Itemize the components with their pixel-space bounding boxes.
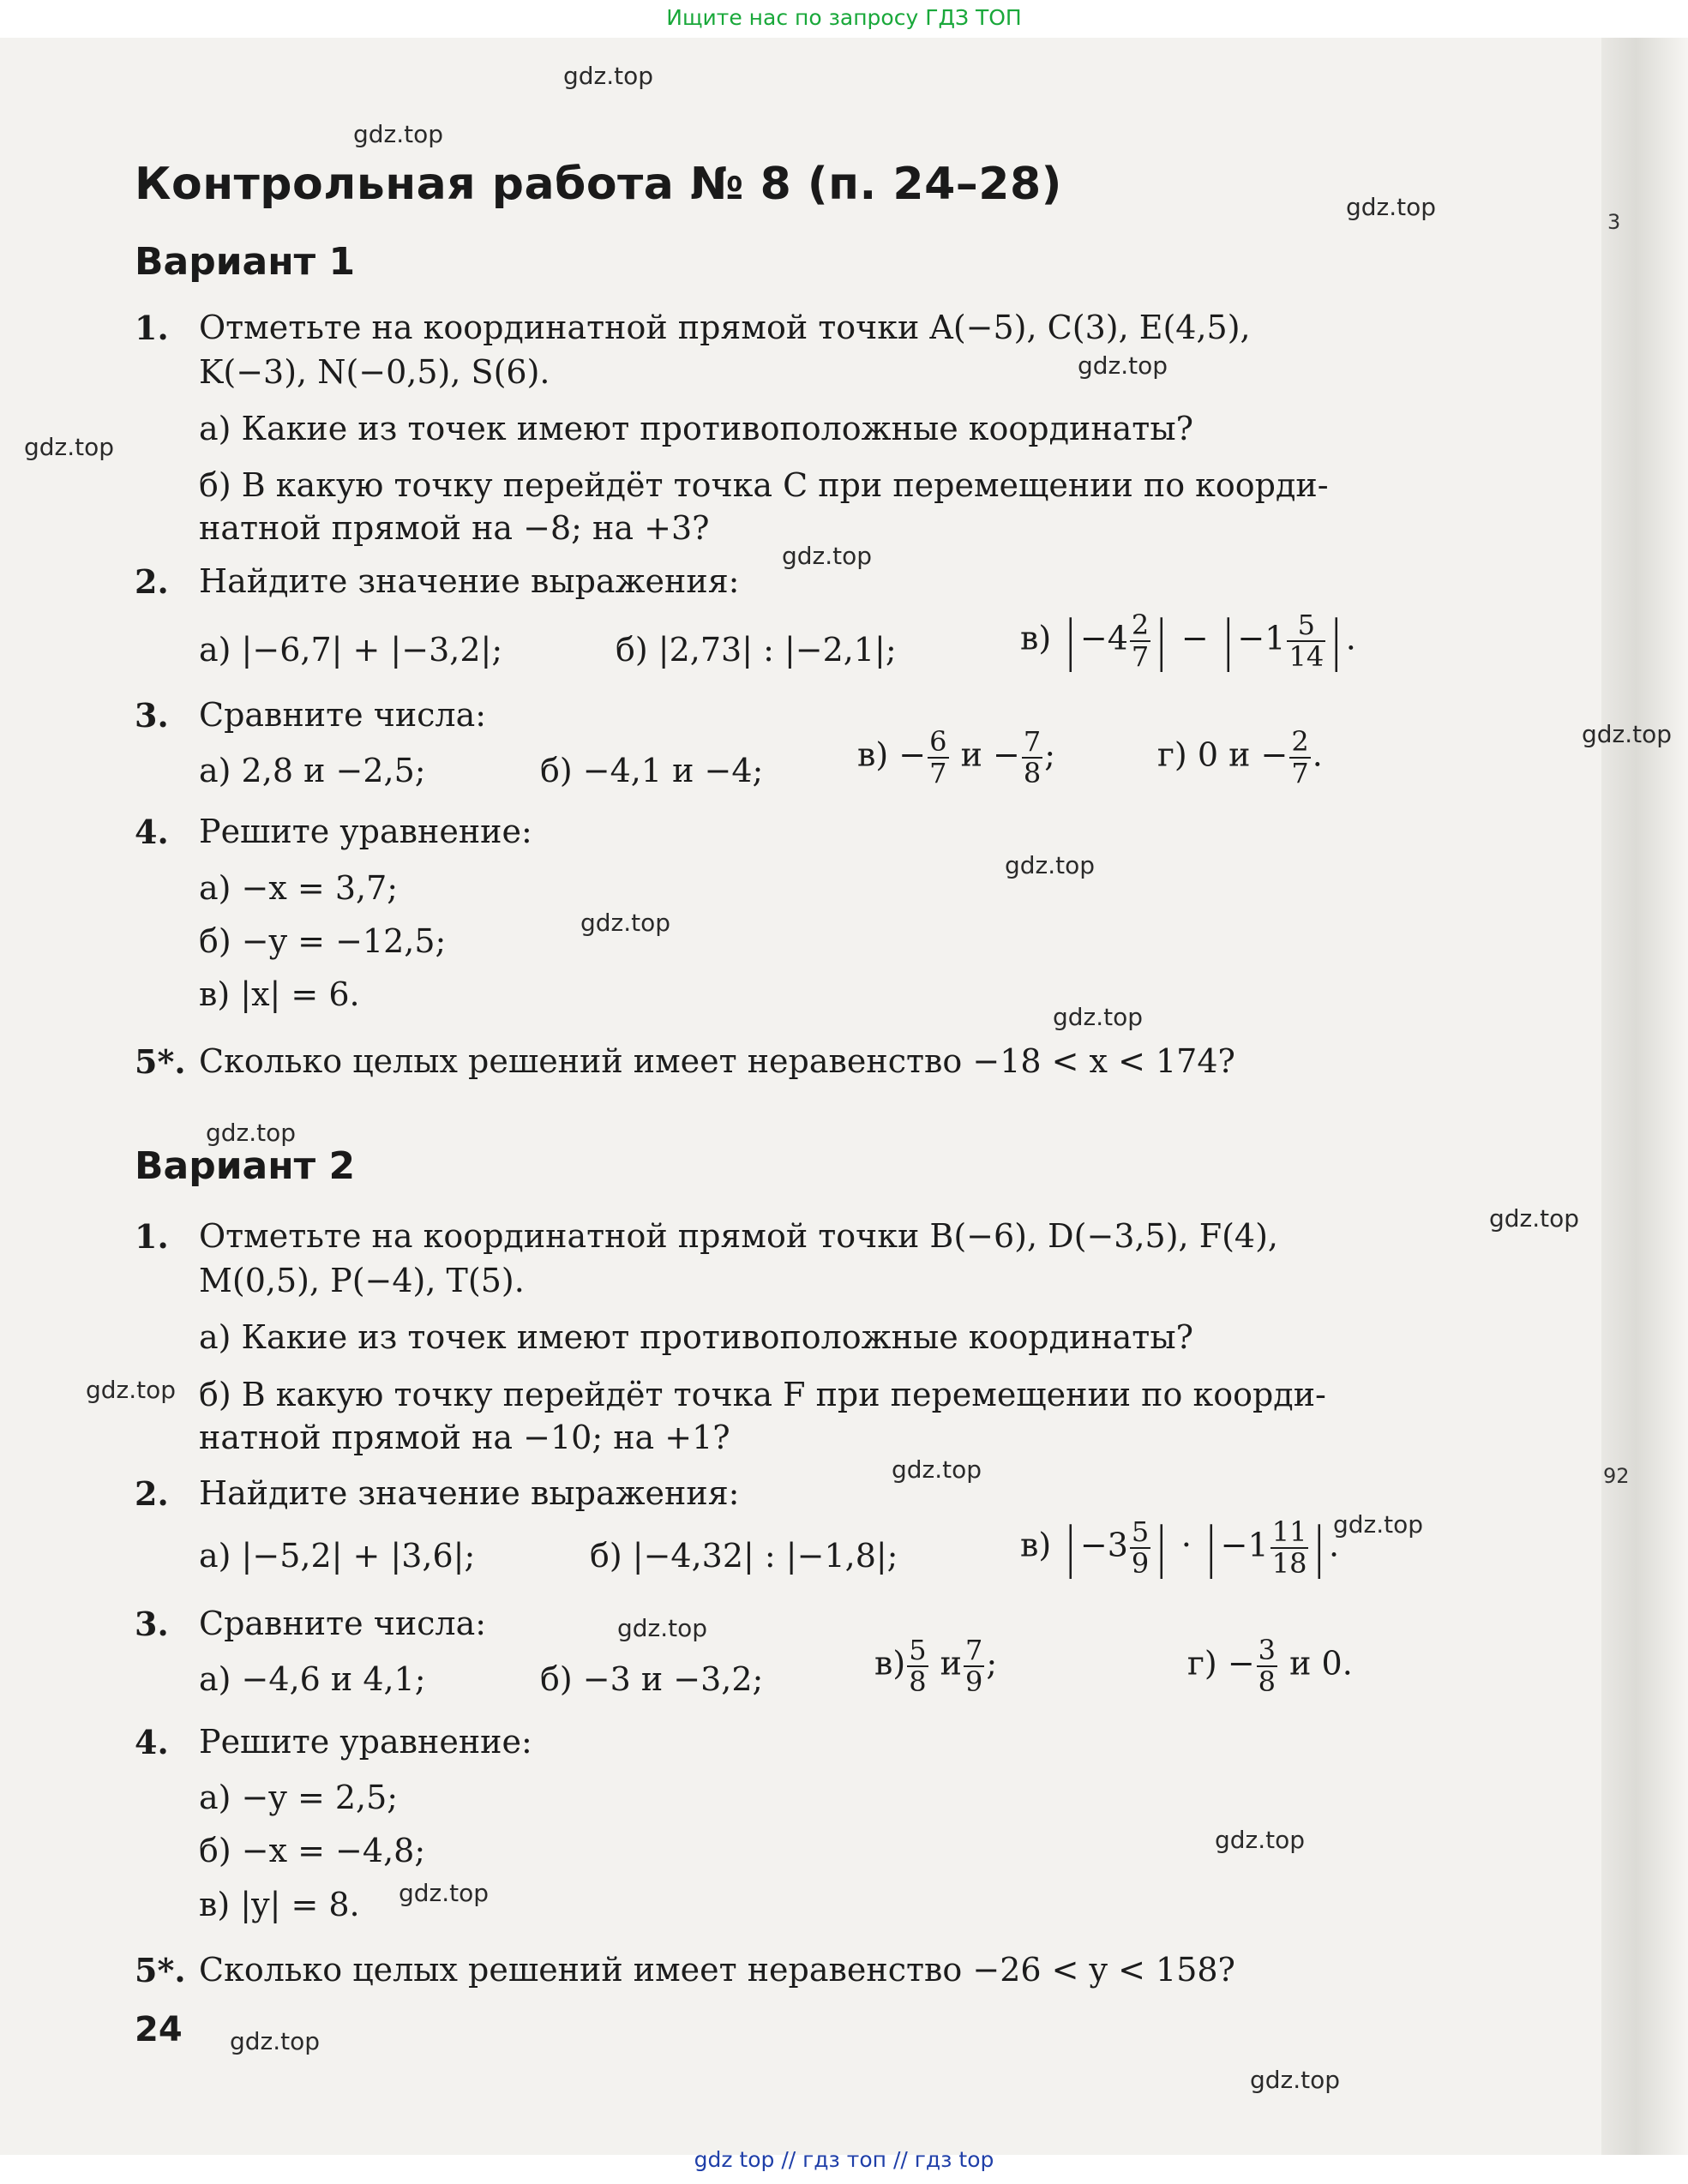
- fraction: $\frac{6}{7}$: [929, 725, 947, 790]
- task-4-b: б) −x = −4,8;: [199, 1832, 426, 1869]
- abs-bar: |: [1066, 609, 1076, 674]
- fraction: $\frac{2}{7}$: [1291, 725, 1309, 790]
- fraction: $\frac{11}{18}$: [1271, 1515, 1307, 1581]
- task-1-line-1: Отметьте на координатной прямой точки B(−6), D(−3,5), F(4),: [199, 1217, 1278, 1255]
- watermark: gdz.top: [782, 542, 873, 570]
- task-1-b-1: б) В какую точку перейдёт точка F при перемещении по коорди-: [199, 1376, 1326, 1413]
- task-2-c: в) | −4 $\frac{2}{7}$ | − | −1 $\frac{5}{14}$ | .: [1020, 609, 1356, 674]
- task-2-b: б) |−4,32| : |−1,8|;: [590, 1537, 898, 1575]
- task-1-b-2: натной прямой на −8; на +3?: [199, 509, 710, 547]
- task-2-text: Найдите значение выражения:: [199, 562, 740, 600]
- task-number: 3.: [135, 696, 169, 735]
- task-3-c: в) $\frac{5}{8}$ и $\frac{7}{9}$ ;: [874, 1634, 998, 1699]
- fraction: $\frac{5}{14}$: [1289, 609, 1325, 674]
- task-1-line-2: M(0,5), P(−4), T(5).: [199, 1262, 525, 1299]
- task-3-d: г) 0 и − $\frac{2}{7}$ .: [1157, 725, 1323, 790]
- task-3-b: б) −4,1 и −4;: [540, 752, 764, 789]
- task-1-b-1: б) В какую точку перейдёт точка C при перемещении по коорди-: [199, 466, 1329, 504]
- abs-bar: |: [1314, 1516, 1325, 1581]
- task-number: 4.: [135, 1723, 169, 1761]
- fraction: $\frac{5}{8}$: [909, 1634, 927, 1699]
- task-number: 1.: [135, 309, 169, 347]
- watermark: gdz.top: [1346, 193, 1437, 221]
- task-4-b: б) −y = −12,5;: [199, 922, 447, 960]
- task-number: 3.: [135, 1605, 169, 1643]
- watermark: gdz.top: [617, 1614, 708, 1642]
- task-number: 1.: [135, 1217, 169, 1256]
- watermark: gdz.top: [1582, 720, 1673, 748]
- page-number: 24: [135, 2010, 183, 2049]
- abs-bar: |: [1066, 1516, 1076, 1581]
- fraction: $\frac{7}{9}$: [965, 1634, 983, 1699]
- task-2-b: б) |2,73| : |−2,1|;: [616, 631, 897, 669]
- task-3-d: г) − $\frac{3}{8}$ и 0.: [1187, 1634, 1353, 1699]
- abs-bar: |: [1156, 1516, 1167, 1581]
- watermark: gdz.top: [892, 1455, 982, 1484]
- watermark: gdz.top: [1333, 1510, 1424, 1539]
- abs-bar: |: [1206, 1516, 1216, 1581]
- task-4-c: в) |y| = 8.: [199, 1886, 360, 1923]
- task-1-a: а) Какие из точек имеют противоположные координаты?: [199, 1318, 1193, 1356]
- task-4-c: в) |x| = 6.: [199, 975, 360, 1013]
- task-2-c: в) | −3 $\frac{5}{9}$ | · | −1 $\frac{11}{18}$ | .: [1020, 1515, 1340, 1581]
- abs-bar: |: [1331, 609, 1342, 674]
- watermark: gdz.top: [86, 1376, 177, 1404]
- task-5-text: Сколько целых решений имеет неравенство −26 < y < 158?: [199, 1951, 1235, 1989]
- margin-number: 92: [1603, 1464, 1630, 1488]
- variant-2-heading: Вариант 2: [135, 1144, 356, 1188]
- task-4-text: Решите уравнение:: [199, 813, 532, 850]
- task-number: 4.: [135, 813, 169, 851]
- task-number: 2.: [135, 1474, 169, 1513]
- task-1-a: а) Какие из точек имеют противоположные координаты?: [199, 410, 1193, 447]
- task-2-a: а) |−6,7| + |−3,2|;: [199, 631, 503, 669]
- task-1-b-2: натной прямой на −10; на +1?: [199, 1419, 730, 1456]
- task-3-text: Сравните числа:: [199, 696, 487, 734]
- task-2-text: Найдите значение выражения:: [199, 1474, 740, 1512]
- watermark: gdz.top: [1078, 351, 1168, 380]
- variant-1-heading: Вариант 1: [135, 240, 356, 284]
- task-3-text: Сравните числа:: [199, 1605, 487, 1642]
- page-edge: [1601, 38, 1688, 2155]
- task-number: 5*.: [135, 1951, 186, 1989]
- watermark: gdz.top: [230, 2027, 321, 2055]
- watermark: gdz.top: [1489, 1204, 1580, 1233]
- watermark: gdz.top: [399, 1879, 490, 1907]
- task-4-text: Решите уравнение:: [199, 1723, 532, 1761]
- watermark: gdz.top: [1215, 1826, 1306, 1854]
- task-4-a: а) −x = 3,7;: [199, 869, 399, 907]
- abs-bar: |: [1156, 609, 1167, 674]
- watermark: gdz.top: [1250, 2066, 1341, 2094]
- task-4-a: а) −y = 2,5;: [199, 1779, 399, 1816]
- task-1-line-2: K(−3), N(−0,5), S(6).: [199, 353, 550, 391]
- fraction: $\frac{2}{7}$: [1131, 609, 1150, 674]
- watermark: gdz.top: [1053, 1003, 1144, 1031]
- page-title: Контрольная работа № 8 (п. 24–28): [135, 159, 1062, 210]
- task-1-line-1: Отметьте на координатной прямой точки A(−5), C(3), E(4,5),: [199, 309, 1251, 346]
- watermark: gdz.top: [1005, 851, 1096, 879]
- watermark: gdz.top: [206, 1119, 297, 1147]
- task-number: 5*.: [135, 1042, 186, 1081]
- watermark: gdz.top: [563, 62, 654, 90]
- task-number: 2.: [135, 562, 169, 601]
- margin-number: 3: [1607, 210, 1621, 234]
- task-5-text: Сколько целых решений имеет неравенство −18 < x < 174?: [199, 1042, 1235, 1080]
- task-3-a: а) −4,6 и 4,1;: [199, 1660, 426, 1698]
- top-banner[interactable]: Ищите нас по запросу ГДЗ ТОП: [666, 5, 1022, 30]
- watermark: gdz.top: [353, 120, 444, 148]
- abs-bar: |: [1223, 609, 1234, 674]
- task-3-b: б) −3 и −3,2;: [540, 1660, 764, 1698]
- watermark: gdz.top: [24, 433, 115, 461]
- task-3-c: в) − $\frac{6}{7}$ и − $\frac{7}{8}$ ;: [857, 725, 1056, 790]
- task-2-a: а) |−5,2| + |3,6|;: [199, 1537, 476, 1575]
- fraction: $\frac{5}{9}$: [1131, 1515, 1150, 1581]
- bottom-links[interactable]: gdz top // гдз топ // гдз top: [694, 2147, 994, 2172]
- fraction: $\frac{7}{8}$: [1023, 725, 1042, 790]
- task-3-a: а) 2,8 и −2,5;: [199, 752, 426, 789]
- fraction: $\frac{3}{8}$: [1258, 1634, 1277, 1699]
- watermark: gdz.top: [580, 909, 671, 937]
